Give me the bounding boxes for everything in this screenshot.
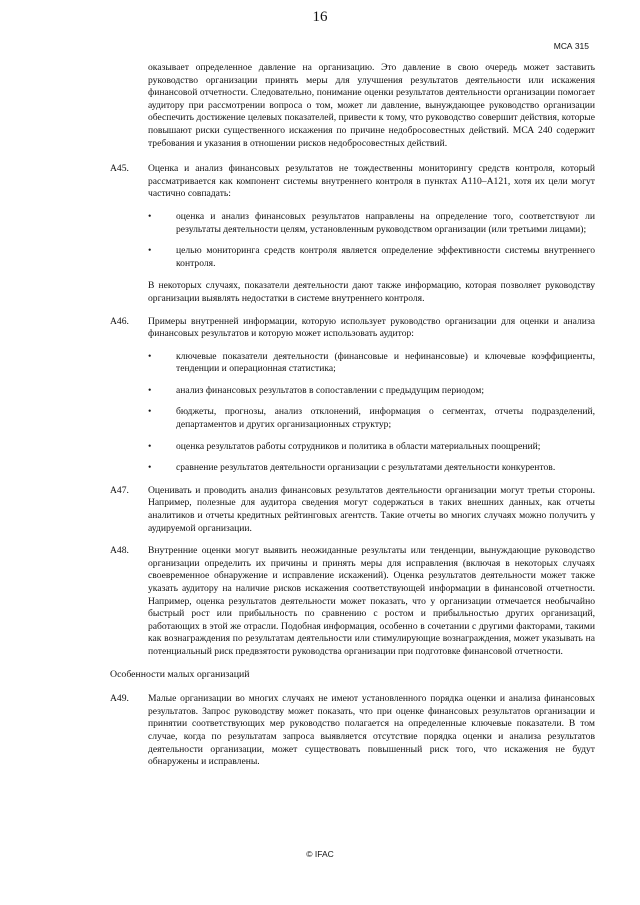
list-item <box>148 211 595 236</box>
list-item-text: бюджеты, прогнозы, анализ отклонений, информация о сегментах, отчеты подразделений, департаментов и других организационных структур; <box>176 406 595 431</box>
paragraph-a46 <box>110 315 595 475</box>
bullet-icon: • <box>148 462 152 474</box>
list-item <box>148 462 595 475</box>
list-item-text: сравнение результатов деятельности организации с результатами деятельности конкурентов. <box>176 462 556 474</box>
bullet-icon: • <box>148 384 152 396</box>
intro-paragraph: оказывает определенное давление на организацию. Это давление в свою очередь может заставить руководство организации принять меры для улучшения результатов деятельности или искажения финансовой отчетности. Следовательно, понимание оценки результатов деятельности организации помогает аудитору при рассмотрении вопроса о том, может ли давление, вынуждающее руководство организации обеспечить достижение целевых показателей, привести к тому, что руководство совершит действия, которые повышают риски существенного искажения по причине недобросовестных действий. МСА 240 содержит требования и указания в отношении рисков недобросовестных действий. <box>148 62 595 149</box>
bullet-icon: • <box>148 440 152 452</box>
paragraph-number: A48. <box>110 545 129 557</box>
list-item <box>148 245 595 270</box>
paragraph-text: Примеры внутренней информации, которую использует руководство организации для оценки и анализа финансовых результатов и которую может использовать аудитор: <box>148 315 595 340</box>
list-item <box>148 351 595 376</box>
list-item <box>148 406 595 431</box>
list-item-text: целью мониторинга средств контроля является определение эффективности системы внутреннего контроля. <box>176 245 595 269</box>
paragraph-text: Малые организации во многих случаях не имеют установленного порядка оценки и анализа финансовых результатов. Запрос руководству может показать, что при оценке финансовых результатов организации и принятии соответствующих мер руководство полагается на определенные ключевые показатели. В том случае, когда по результатам запроса выявляется отсутствие порядка оценки и анализа результатов деятельности организации, может существовать повышенный риск того, что искажения не будут обнаружены и исправлены. <box>148 693 595 768</box>
paragraph-number: A49. <box>110 693 129 705</box>
paragraph-continuation: В некоторых случаях, показатели деятельности дают также информацию, которая позволяет руководству организации выявлять недостатки в системе внутреннего контроля. <box>148 280 595 304</box>
paragraph-number: A46. <box>110 315 129 327</box>
paragraph-a49 <box>110 693 595 769</box>
paragraph-a45 <box>110 163 595 305</box>
list-item <box>148 385 595 398</box>
paragraph-number: A47. <box>110 484 129 496</box>
bullet-list <box>148 211 595 270</box>
copyright-footer: © IFAC <box>306 849 334 859</box>
bullet-icon: • <box>148 406 152 418</box>
bullet-icon: • <box>148 350 152 362</box>
bullet-icon: • <box>148 210 152 222</box>
list-item-text: анализ финансовых результатов в сопоставлении с предыдущим периодом; <box>176 384 485 396</box>
standard-code: МСА 315 <box>553 41 589 51</box>
bullet-icon: • <box>148 245 152 257</box>
bullet-list <box>148 351 595 475</box>
list-item-text: оценка и анализ финансовых результатов направлены на определение того, соответствуют ли результаты деятельности целям, установленным руководством организации (или третьими лицами); <box>176 210 595 235</box>
paragraph-number: A45. <box>110 163 129 175</box>
section-subheading: Особенности малых организаций <box>110 668 250 680</box>
paragraph-a48 <box>110 545 595 658</box>
list-item-text: ключевые показатели деятельности (финансовые и нефинансовые) и ключевые коэффициенты, тенденции и операционная статистика; <box>176 350 595 375</box>
list-item-text: оценка результатов работы сотрудников и политика в области материальных поощрений; <box>176 440 541 452</box>
paragraph-text: Оценивать и проводить анализ финансовых результатов деятельности организации могут третьи стороны. Например, полезные для аудитора сведения могут содержаться в таких внешних данных, как отчеты аналитиков и отчеты кредитных рейтинговых агентств. Такие отчеты во многих случаях можно получить у аудируемой организации. <box>148 484 595 534</box>
page-content <box>110 62 595 779</box>
paragraph-text: Оценка и анализ финансовых результатов не тождественны мониторингу средств контроля, который рассматривается как компонент системы внутреннего контроля в пунктах A110–A121, хотя их цели могут частично совпадать: <box>148 163 595 200</box>
paragraph-text: Внутренние оценки могут выявить неожиданные результаты или тенденции, вынуждающие руководство организации определить их причины и принять меры для исправления (включая в некоторых случаях своевременное обнаружение и исправление искажений). Оценка результатов деятельности может также указать аудитору на наличие рисков искажения соответствующей информации в финансовой отчетности. Например, оценка результатов деятельности может показать, что у организации отмечается необычайно быстрый рост или прибыльность по сравнению с ростом и прибыльностью других организаций, работающих в этой же отрасли. Подобная информация, особенно в сочетании с другими факторами, такими как вознаграждения по результатам деятельности или стимулирующие вознаграждения, может указывать на потенциальный риск предвзятости руководства организации при подготовке финансовой отчетности. <box>148 545 595 657</box>
list-item <box>148 441 595 454</box>
page-number: 16 <box>312 9 328 25</box>
paragraph-a47 <box>110 484 595 535</box>
